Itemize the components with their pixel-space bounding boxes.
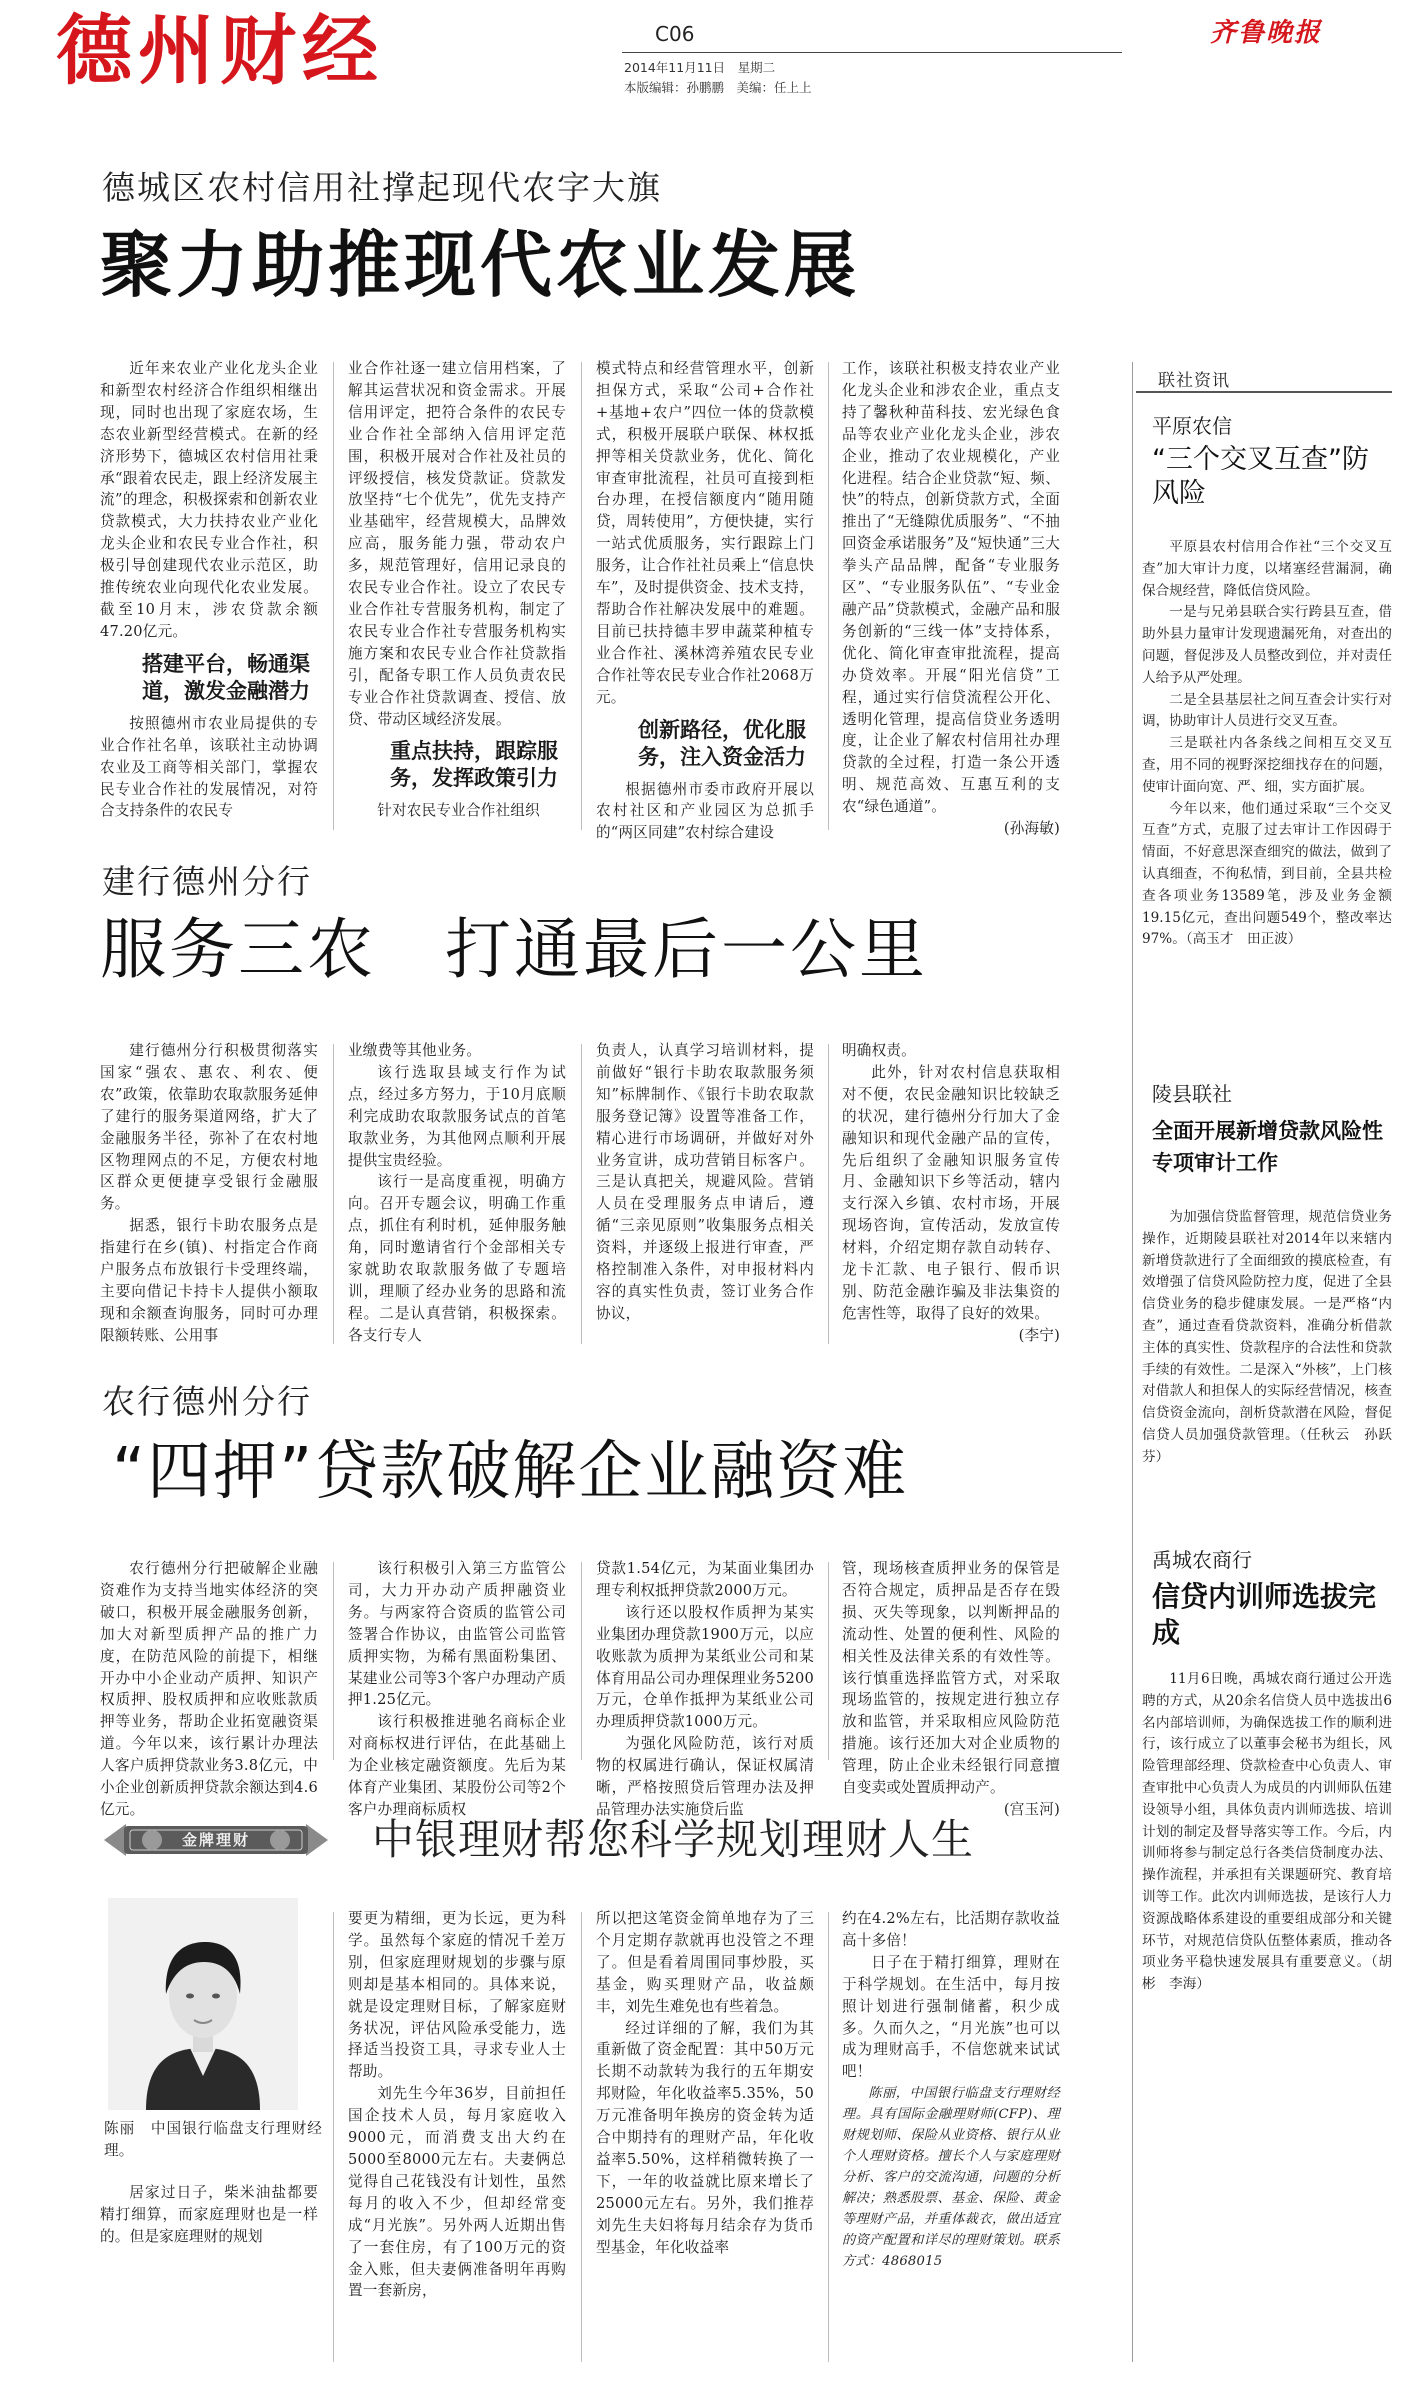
article-column [596, 1908, 814, 2368]
paragraph: 该行积极推进驰名商标企业对商标权进行评估，在此基础上为企业核定融资额度。先后为某体育产业集团、某股份公司等2个客户办理商标质权 [348, 1713, 566, 1818]
article-kicker: 建行德州分行 [102, 862, 312, 901]
paragraph: 根据德州市委市政府开展以农村社区和产业园区为总抓手的“两区同建”农村综合建设 [596, 780, 814, 842]
article-column [348, 1908, 566, 2368]
subheading: 重点扶持，跟踪服务，发挥政策引力 [390, 739, 558, 791]
sidebar-header [1136, 360, 1406, 392]
paragraph: 明确权责。 [842, 1042, 916, 1059]
paragraph: 针对农民专业合作社组织 [377, 802, 540, 820]
paragraph: 模式特点和经营管理水平，创新担保方式，采取“公司+合作社+基地+农户”四位一体的贷款模式，积极开展联户联保、林权抵押等相关贷款业务，优化、简化审查审批流程，社员可直接到柜台办理，在授信额度内“随用随贷，周转使用”，方便快捷，实行一站式优质服务，实行跟踪上门服务，让合作社社员乘上“信息快车”，及时提供资金、技术支持，帮助合作社解决发展中的难题。目前已扶持德丰罗申蔬菜种植专业合作社、溪林湾养殖农民专业合作社等农民专业合作社2068万元。 [596, 360, 814, 706]
article-column [100, 2182, 318, 2362]
sidebar-divider [1132, 362, 1133, 2362]
news-body [1142, 1207, 1392, 1469]
paragraph: 业合作社逐一建立信用档案，了解其运营状况和资金需求。开展信用评定，把符合条件的农民专业合作社全部纳入信用评定范围，积极开展对合作社及社员的评级授信，核发贷款证。贷款发放坚持“七个优先”，优先支持产业基础牢，经营规模大，品牌效应高，服务能力强，带动农户多，规范管理好，信用记录良的农民专业合作社。设立了农民专业合作社专营服务机构，制定了农民专业合作社专营服务机构实施方案和农民专业合作社贷款指引，配备专职工作人员负责农民专业合作社贷款调查、授信、放贷、带动区域经济发展。 [348, 360, 566, 728]
article-headline: 聚力助推现代农业发展 [100, 223, 861, 307]
paragraph: 刘先生今年36岁，目前担任国企技术人员，每月家庭收入9000元，而消费支出大约在5000至8000元左右。夫妻俩总觉得自己花钱没有计划性，虽然每月的收入不少，但却经常变成“月光族”。另外两人近期出售了一套住房，有了100万元的资金入账，但夫妻俩准备明年再购置一套新房， [348, 2085, 566, 2300]
paragraph: 近年来农业产业化龙头企业和新型农村经济合作组织相继出现，同时也出现了家庭农场，生态农业新型经营模式。在新的经济形势下，德城区农村信用社秉承“跟着农民走，跟上经济发展主流”的理念，积极探索和创新农业贷款模式，大力扶持农业产业化龙头企业和农民专业合作社，积极引导创建现代农业示范区，助推传统农业向现代化农业发展。截至10月末，涉农贷款余额47.20亿元。 [100, 360, 318, 640]
section-title: 德州财经 [56, 6, 384, 95]
paragraph: 一是与兄弟县联合实行跨县互查，借助外县力量审计发现遗漏死角，对查出的问题，督促涉及人员整改到位，并对责任人给予从严处理。 [1142, 604, 1392, 686]
subheading: 创新路径，优化服务，注入资金活力 [638, 717, 806, 769]
paragraph: 经过详细的了解，我们为其重新做了资金配置：其中50万元长期不动款转为我行的五年期安邦财险，年化收益率5.35%，50万元准备明年换房的资金转为适合中期持有的理财产品，年化收益率5.50%，这样稍微转换了一下，一年的收益就比原来增长了25000元左右。另外，我们推荐刘先生夫妇将每月结余存为货币型基金，年化收益率 [596, 2019, 814, 2256]
subheading: 搭建平台，畅通渠道，激发金融潜力 [142, 651, 310, 703]
paragraph: 二是全县基层社之间互查会计实行对调，协助审计人员进行交叉互查。 [1142, 691, 1392, 730]
column-divider [581, 1912, 582, 2362]
portrait-graphic [108, 1898, 298, 2110]
paragraph: 所以把这笔资金简单地存为了三个月定期存款就再也没管之不理了。但是看着周围同事炒股，买基金，购买理财产品，收益颇丰，刘先生难免也有些着急。 [596, 1910, 814, 2015]
news-source: 平原农信 [1152, 414, 1232, 438]
news-source: 陵县联社 [1152, 1082, 1232, 1106]
sidebar-header-rule [1136, 391, 1392, 393]
sidebar [1106, 0, 1406, 2383]
paragraph: 业缴费等其他业务。 [348, 1042, 482, 1059]
article-kicker: 农行德州分行 [102, 1382, 312, 1421]
badge-ribbon [100, 1812, 332, 1868]
news-source: 禹城农商行 [1152, 1548, 1252, 1572]
news-body [1142, 1669, 1392, 1996]
paragraph: 陈丽，中国银行临盘支行理财经理。具有国际金融理财师(CFP)、理财规划师、保险从业资格、银行从业个人理财资格。擅长个人与家庭理财分析、客户的交流沟通，问题的分析解决；熟悉股票、基金、保险、黄金等理财产品，并重体裁衣，做出适宜的资产配置和详尽的理财策划。联系方式：4868015 [842, 2086, 1060, 2270]
article-headline: 服务三农 打通最后一公里 [100, 911, 928, 988]
news-title: 信贷内训师选拔完成 [1152, 1580, 1377, 1649]
paragraph: 该行选取县域支行作为试点，经过多方努力，于10月底顺利完成助农取款服务试点的首笔取款业务，为其他网点顺利开展提供宝贵经验。 [348, 1063, 566, 1169]
paragraph: 今年以来，他们通过采取“三个交叉互查”方式，克服了过去审计工作因碍于情面，不好意思深查细究的做法，做到了认真细查，不徇私情，到目前，全县共检查各项业务13589笔，涉及业务金额19.15亿元，查出问题549个，整改率达97%。（高玉才 田正波） [1142, 800, 1392, 948]
byline: (宫玉河) [1003, 1800, 1060, 1818]
photo-caption: 陈丽 中国银行临盘支行理财经理。 [104, 2120, 322, 2159]
paragraph: 据悉，银行卡助农服务点是指建行在乡(镇)、村指定合作商户服务点布放银行卡受理终端，主要向借记卡持卡人提供小额取现和余额查询服务，同时可办理限额转账、公用事 [100, 1217, 318, 1344]
news-body [1142, 537, 1392, 951]
column-divider [828, 1912, 829, 2362]
sidebar-news-item [1142, 1544, 1392, 1996]
paragraph: 三是联社内各条线之间相互交叉互查，用不同的视野深挖细找存在的问题，使审计面向宽、严、细，实方面扩展。 [1142, 735, 1392, 795]
article-column [842, 1908, 1060, 2368]
newspaper-logo: 齐鲁晚报 [1210, 18, 1323, 48]
author-photo [108, 1898, 298, 2110]
issue-date: 2014年11月11日 星期二 [624, 60, 776, 75]
byline: (李宁) [1018, 1326, 1060, 1344]
sidebar-news-item [1142, 1078, 1392, 1469]
article-headline: 中银理财帮您科学规划理财人生 [372, 1815, 975, 1864]
news-title: 全面开展新增贷款风险性专项审计工作 [1152, 1119, 1383, 1175]
byline: (孙海敏) [1003, 820, 1060, 838]
paragraph: 管，现场核查质押业务的保管是否符合规定，质押品是否存在毁损、灭失等现象，以判断押品的流动性、处置的便利性、风险的相关性及法律关系的有效性等。该行慎重选择监管方式，对采取现场监管的，按规定进行独立存放和监管，并采取相应风险防范措施。该行还加大对企业质物的管理，防止企业未经银行同意擅自变卖或处置质押动产。 [842, 1560, 1060, 1797]
paragraph: 该行一是高度重视，明确方向。召开专题会议，明确工作重点，抓住有利时机，延伸服务触角，同时邀请省行个金部相关专家就助农取款服务做了专题培训，理顺了经办业务的思路和流程。二是认真营销，积极探索。各支行专人 [348, 1173, 566, 1344]
article-kicker: 德城区农村信用社撑起现代农字大旗 [102, 168, 662, 207]
paragraph: 建行德州分行积极贯彻落实国家“强农、惠农、利农、便农”政策，依靠助农取款服务延伸了建行的服务渠道网络，扩大了金融服务半径，弥补了在农村地区物理网点的不足，方便农村地区群众更便捷享受银行金融服务。 [100, 1042, 318, 1213]
paragraph: 为强化风险防范，该行对质物的权属进行确认，保证权属清晰，严格按照贷后管理办法及押品管理办法实施贷后监 [596, 1735, 814, 1818]
paragraph: 平原县农村信用合作社“三个交叉互查”加大审计力度，以堵塞经营漏洞，确保合规经营，降低信贷风险。 [1142, 539, 1392, 599]
badge-label: 金牌理财 [182, 1831, 251, 1849]
paragraph: 该行积极引入第三方监管公司，大力开办动产质押融资业务。与两家符合资质的监管公司签署合作协议，由监管公司监管质押实物，为稀有黑面粉集团、某建业公司等3个客户办理动产质押1.25亿元。 [348, 1560, 566, 1709]
paragraph: 负责人，认真学习培训材料，提前做好“银行卡助农取款服务须知”标牌制作、《银行卡助农取款服务登记簿》设置等准备工作，精心进行市场调研，并做好对外业务宣讲，成功营销目标客户。三是认真把关，规避风险。营销人员在受理服务点申请后，遵循“三亲见原则”收集服务点相关资料，并逐级上报进行审查，严格控制准入条件，对申报材料内容的真实性负责，签订业务合作协议， [596, 1042, 814, 1322]
paragraph: 为加强信贷监督管理，规范信贷业务操作，近期陵县联社对2014年以来辖内新增贷款进行了全面细致的摸底检查，有效增强了信贷风险防控力度，促进了全县信贷业务的稳步健康发展。一是严格“内查”，通过查看贷款资料，准确分析借款主体的真实性、贷款程序的合法性和贷款手续的有效性。二是深入“外核”，上门核对借款人和担保人的实际经营情况，核查信贷资金流向，剖析贷款潜在风险，督促信贷人员加强贷款管理。（任秋云 孙跃芬） [1142, 1209, 1392, 1465]
sidebar-header-label: 联社资讯 [1158, 371, 1230, 391]
paragraph: 该行还以股权作质押为某实业集团办理贷款1900万元，以应收账款为质押为某纸业公司和某体育用品公司办理保理业务5200万元，仓单作抵押为某纸业公司办理质押贷款1000万元。 [596, 1603, 814, 1731]
paragraph: 居家过日子，柴米油盐都要精打细算，而家庭理财也是一样的。但是家庭理财的规划 [100, 2184, 318, 2245]
paragraph: 此外，针对农村信息获取相对不便，农民金融知识比较缺乏的状况，建行德州分行加大了金融知识和现代金融产品的宣传，先后组织了金融知识服务宣传月、金融知识下乡等活动，辖内支行深入乡镇、农村市场，开展现场咨询，宣传活动，发放宣传材料，介绍定期存款自动转存、龙卡汇款、电子银行、假币识别、防范金融诈骗及非法集资的危害性等，取得了良好的效果。 [842, 1063, 1060, 1322]
paragraph: 贷款1.54亿元，为某面业集团办理专利权抵押贷款2000万元。 [596, 1560, 814, 1599]
paragraph: 日子在于精打细算，理财在于科学规划。在生活中，每月按照计划进行强制储蓄，积少成多。久而久之，“月光族”也可以成为理财高手，不信您就来试试吧！ [842, 1953, 1060, 2081]
page-number: C06 [655, 22, 695, 46]
paragraph: 工作，该联社积极支持农业产业化龙头企业和涉农企业，重点支持了馨秋种苗科技、宏光绿色食品等农业产业化龙头企业，涉农企业，推动了农业规模化，产业化进程。结合企业贷款“短、频、快”的特点，创新贷款方式，全面推出了“无缝隙优质服务”、“不抽回资金承诺服务”及“短快通”三大拳头产品品牌，配备“专业服务区”、“专业服务队伍”、“专业金融产品”贷款模式，金融产品和服务创新的“三线一体”支持体系，优化、简化审查审批流程，提高办贷效率。开展“阳光信贷”工程，通过实行信贷流程公开化、透明化管理，提高信贷业务透明度，让企业了解农村信用社办理贷款的全过程，打造一条公开透明、规范高效、互惠互利的支农“绿色通道”。 [842, 360, 1060, 816]
paragraph: 11月6日晚，禹城农商行通过公开选聘的方式，从20余名信贷人员中选拔出6名内部培训师，为确保选拔工作的顺利进行，该行成立了以董事会秘书为组长，风险管理部经理、贷款检查中心负责人、审查审批中心负责人为成员的内训师队伍建设领导小组，具体负责内训师选拔、培训计划的制定及督导落实等工作。今后，内训师将参与制定总行各类信贷制度办法、操作流程，并承担有关课题研究、教育培训等工作。此次内训师选拔，是该行人力资源战略体系建设的重要组成部分和关键环节，对规范信贷队伍整体素质，推动各项业务平稳快速发展具有重要意义。（胡彬 李海） [1142, 1671, 1392, 1993]
news-title: “三个交叉互查”防风险 [1152, 444, 1369, 509]
paragraph: 约在4.2%左右，比活期存款收益高十多倍！ [842, 1910, 1060, 1949]
article-headline: “四押”贷款破解企业融资难 [112, 1435, 909, 1509]
page-editors: 本版编辑：孙鹏鹏 美编：任上上 [624, 80, 812, 95]
paragraph: 农行德州分行把破解企业融资难作为支持当地实体经济的突破口，积极开展金融服务创新，加大对新型质押产品的推广力度，在防范风险的前提下，相继开办中小企业动产质押、知识产权质押、股权质押和应收账款质押等业务，帮助企业拓宽融资渠道。今年以来，该行累计办理法人客户质押贷款业务3.8亿元，中小企业创新质押贷款余额达到4.6亿元。 [100, 1560, 318, 1818]
paragraph: 要更为精细，更为长远，更为科学。虽然每个家庭的情况千差万别，但家庭理财规划的步骤与原则却是基本相同的。具体来说，就是设定理财目标，了解家庭财务状况，评估风险承受能力，选择适当投资工具，寻求专业人士帮助。 [348, 1910, 566, 2081]
paragraph: 按照德州市农业局提供的专业合作社名单，该联社主动协调农业及工商等相关部门，掌握农民专业合作社的发展情况，对符合支持条件的农民专 [100, 714, 318, 820]
sidebar-news-item [1142, 410, 1392, 951]
column-divider [333, 1912, 334, 2362]
